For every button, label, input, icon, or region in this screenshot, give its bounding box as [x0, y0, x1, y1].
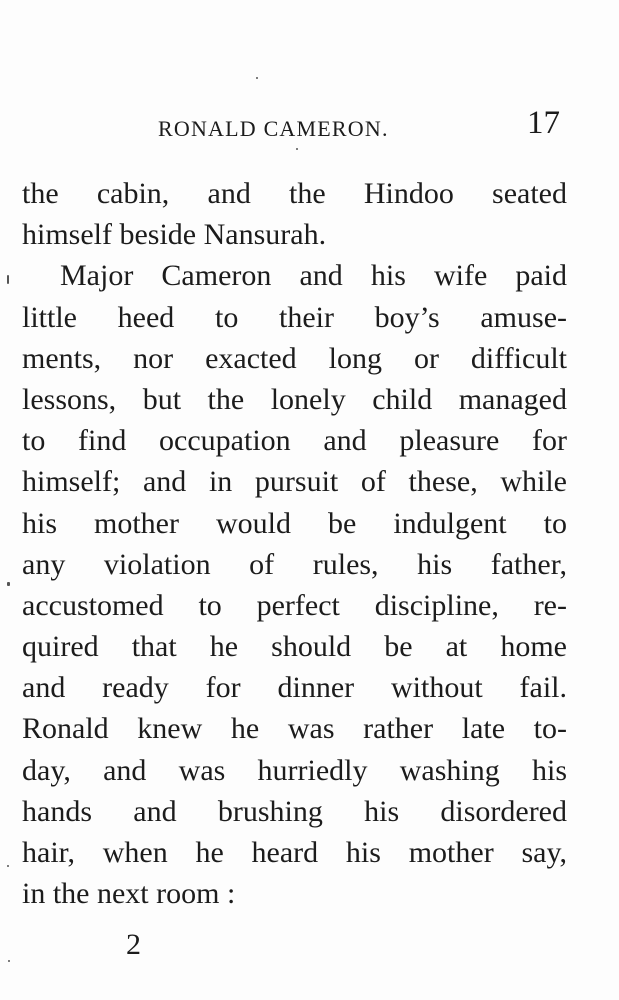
text-line: the cabin, and the Hindoo seated: [22, 177, 567, 210]
signature-mark: 2: [126, 928, 141, 961]
text-line: hair, when he heard his mother say,: [22, 836, 567, 869]
text-line: to find occupation and pleasure for: [22, 424, 567, 458]
text-line: accustomed to perfect discipline, re-: [22, 588, 567, 622]
page-header: [0, 104, 619, 148]
body-text: [22, 173, 567, 914]
text-line: his mother would be indulgent to: [22, 506, 567, 540]
text-line: hands and brushing his disordered: [22, 794, 567, 828]
text-line: ments, nor exacted long or difficult: [22, 341, 567, 375]
text-line: Ronald knew he was rather late to-: [22, 712, 567, 746]
text-line: himself beside Nansurah.: [22, 218, 327, 252]
print-speck: [7, 865, 9, 867]
print-speck: [8, 960, 10, 962]
text-line: and ready for dinner without fail.: [22, 671, 567, 705]
text-line: lessons, but the lonely child managed: [22, 382, 567, 416]
text-line: Major Cameron and his wife paid: [60, 259, 567, 293]
print-speck: [7, 275, 9, 284]
text-line: day, and was hurriedly washing his: [22, 753, 567, 787]
text-line: himself; and in pursuit of these, while: [22, 465, 567, 499]
print-speck: [256, 77, 258, 79]
print-speck: [7, 582, 10, 586]
print-speck: [296, 148, 298, 150]
running-head: RONALD CAMERON.: [158, 116, 389, 141]
page-number: 17: [527, 105, 560, 141]
text-line: any violation of rules, his father,: [22, 547, 567, 581]
text-line: in the next room :: [22, 877, 236, 911]
text-line: little heed to their boy’s amuse-: [22, 300, 567, 334]
text-line: quired that he should be at home: [22, 630, 567, 664]
